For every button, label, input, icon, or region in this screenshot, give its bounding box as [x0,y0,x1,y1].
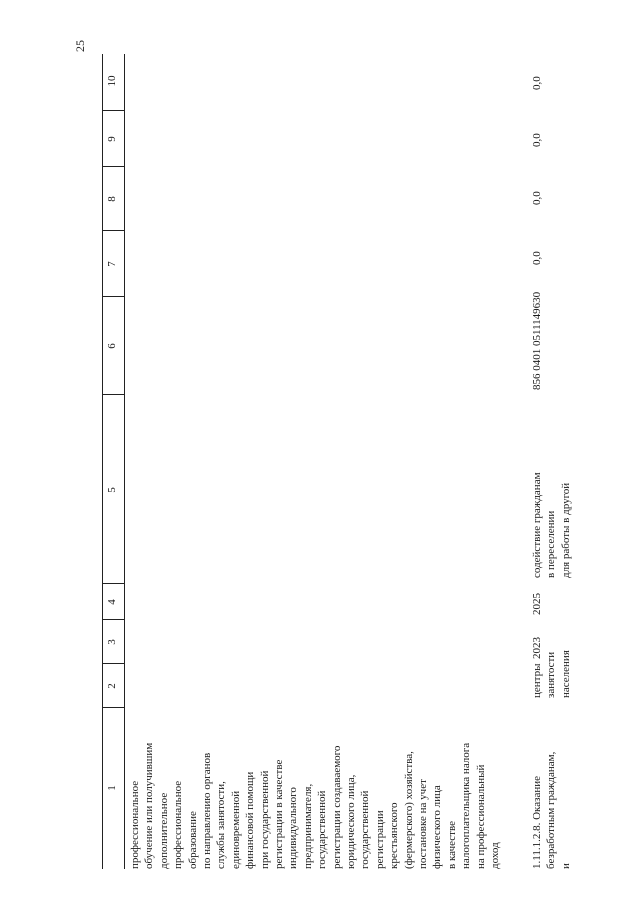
cont-line: в качестве [445,821,458,869]
col-divider [102,394,124,395]
header-col-4: 4 [106,599,118,605]
header-col-1: 1 [106,785,118,791]
cont-line: единовременной [229,790,242,869]
header-col-3: 3 [106,639,118,645]
cont-line: службы занятости, [215,781,228,869]
col-divider [102,663,124,664]
page-number: 25 [73,40,87,52]
header-col-8: 8 [106,196,118,202]
cont-line: доход [489,842,501,869]
row-col4-year-end: 2025 [531,593,543,615]
header-col-2: 2 [106,683,118,689]
row-col2-line: занятости [545,651,558,698]
col-divider [102,230,124,231]
col-divider [102,619,124,620]
cont-line: индивидуального [287,787,300,869]
header-top-rule [102,54,103,869]
cont-line: финансовой помощи [244,771,257,869]
cont-line: на профессиональный [474,764,487,869]
cont-line: (фермерского) хозяйства, [402,751,415,869]
cont-line: физического лица [431,785,444,869]
row-col8-value: 0,0 [531,191,543,205]
row-col7-value: 0,0 [531,251,543,265]
cont-line: налогоплательщика налога [460,742,473,869]
cont-line: обучение или получившим [143,742,156,869]
cont-line: государственной [316,790,329,869]
col-divider [102,707,124,708]
cont-line: регистрации создаваемого [330,745,343,869]
cont-line: предпринимателя, [301,783,314,869]
cont-line: профессиональное [129,780,141,869]
row-col1-line: 1.11.1.2.8. Оказание [531,776,543,869]
cont-line: юридического лица, [345,774,357,869]
header-bottom-rule [124,54,125,869]
header-col-5: 5 [106,487,118,493]
header-col-6: 6 [106,343,118,349]
header-col-9: 9 [106,136,118,142]
cont-line: при государственной [258,770,271,869]
col-divider [102,296,124,297]
cont-line: профессиональное [172,780,185,869]
row-col5-line: содействие гражданам [531,472,543,578]
cont-line: образование [186,811,199,869]
row-col5-line: для работы в другой [559,482,572,578]
row-col10-value: 0,0 [531,76,543,90]
row-col1-line: безработным гражданам, [545,751,558,869]
row-col1-line: и [559,863,572,869]
row-col9-value: 0,0 [531,133,543,147]
row-col2-line: центры [531,663,543,698]
cont-line: регистрации [373,810,386,869]
col-divider [102,110,124,111]
row-col2-line: населения [559,650,572,698]
header-col-10: 10 [106,75,118,87]
cont-line: по направлению органов [201,752,213,869]
row-col5-line: в переселении [545,510,558,578]
header-col-7: 7 [106,261,118,267]
cont-line: крестьянского [388,802,401,869]
cont-line: дополнительное [157,792,170,869]
col-divider [102,166,124,167]
cont-line: постановке на учет [417,779,429,869]
col-divider [102,583,124,584]
row-col6-code: 856 0401 0511149630 [531,291,543,390]
cont-line: регистрации в качестве [273,759,285,869]
row-col3-year-start: 2023 [531,637,543,659]
cont-line: государственной [359,790,372,869]
